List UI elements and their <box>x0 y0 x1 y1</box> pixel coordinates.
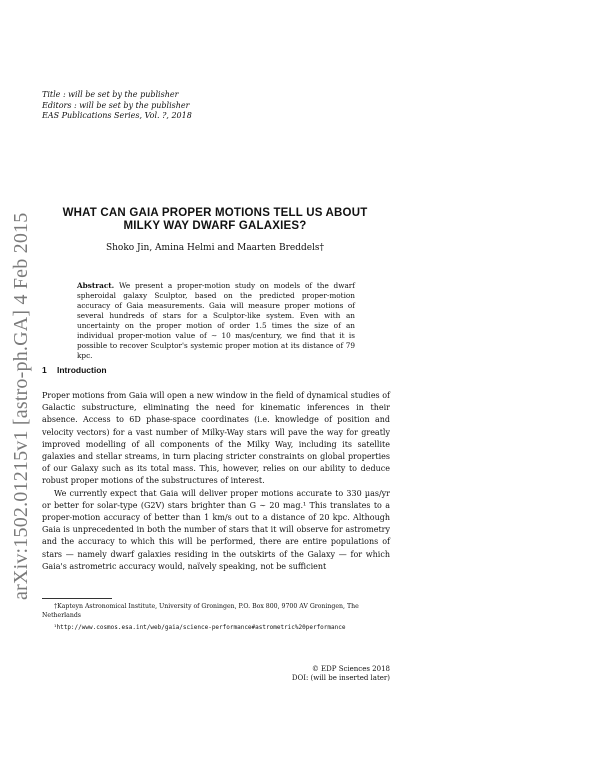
footnotes <box>42 603 390 637</box>
title-line-2: MILKY WAY DWARF GALAXIES? <box>123 220 307 232</box>
abstract-text: We present a proper-motion study on models of the dwarf spheroidal galaxy Sculptor, based on the predicted proper-motion accuracy of Gaia measurements. Gaia will measure proper motions of several hundreds of stars for a Sculptor-like system. Even with an uncertainty on the proper motion of order 1.5 times the size of an individual proper-motion value of ∼ 10 mas/century, we find that it is possible to recover Sculptor's systemic proper motion at its distance of 79 kpc. <box>77 281 355 360</box>
footnote-rule <box>42 598 112 599</box>
copyright-line: © EDP Sciences 2018 <box>311 665 390 673</box>
footnote-marker: ¹ <box>54 624 57 632</box>
footnote-link[interactable]: http://www.cosmos.esa.int/web/gaia/science-performance#astrometric%20performance <box>56 624 346 632</box>
paragraph: We currently expect that Gaia will deliver proper motions accurate to 330 µas/yr or better for solar-type (G2V) stars brighter than G ∼ 20 mag.¹ This translates to a proper-motion accuracy of better than 1 km/s out to a distance of 20 kpc. Although Gaia is unprecedented in both the number of stars that it will observe for astrometry and the accuracy to which this will be performed, there are entire populations of stars — namely dwarf galaxies residing in the outskirts of the Galaxy — for which Gaia's astrometric accuracy would, naïvely speaking, not be sufficient <box>42 488 390 571</box>
header-title-line: Title : will be set by the publisher <box>42 90 179 99</box>
header-series-line: EAS Publications Series, Vol. ?, 2018 <box>42 111 192 120</box>
paragraph: Proper motions from Gaia will open a new window in the field of dynamical studies of Galactic substructure, eliminating the need for kinematic inferences in their absence. Access to 6D phase-space coordinates (i.e. knowledge of position and velocity vectors) for a vast number of Milky-Way stars will pave the way for greatly improved modelling of all components of the Milky Way, including its satellite galaxies and stellar streams, in turn placing stricter constraints on global properties of our Galaxy such as its total mass. This, however, relies on our ability to deduce robust proper motions of the substructures of interest. <box>42 391 390 486</box>
footnote-url <box>42 624 390 633</box>
copyright-block <box>250 665 390 683</box>
abstract-label: Abstract. <box>77 281 115 290</box>
authors: Shoko Jin, Amina Helmi and Maarten Breddels† <box>105 243 325 253</box>
publication-header <box>42 90 192 122</box>
title-line-1: WHAT CAN GAIA PROPER MOTIONS TELL US ABOUT <box>62 207 368 219</box>
section-number: 1 <box>42 365 47 375</box>
body-text <box>42 390 390 573</box>
header-editors-line: Editors : will be set by the publisher <box>42 100 190 110</box>
section-heading <box>42 365 107 375</box>
footnote-affiliation: †Kapteyn Astronomical Institute, University of Groningen, P.O. Box 800, 9700 AV Groningen, The Netherlands <box>42 603 359 619</box>
section-title: Introduction <box>57 365 107 375</box>
abstract <box>77 281 355 361</box>
doi-line: DOI: (will be inserted later) <box>291 674 390 682</box>
arxiv-identifier: arXiv:1502.01215v1 [astro-ph.GA] 4 Feb 2015 <box>10 212 32 600</box>
paper-title <box>40 207 390 233</box>
